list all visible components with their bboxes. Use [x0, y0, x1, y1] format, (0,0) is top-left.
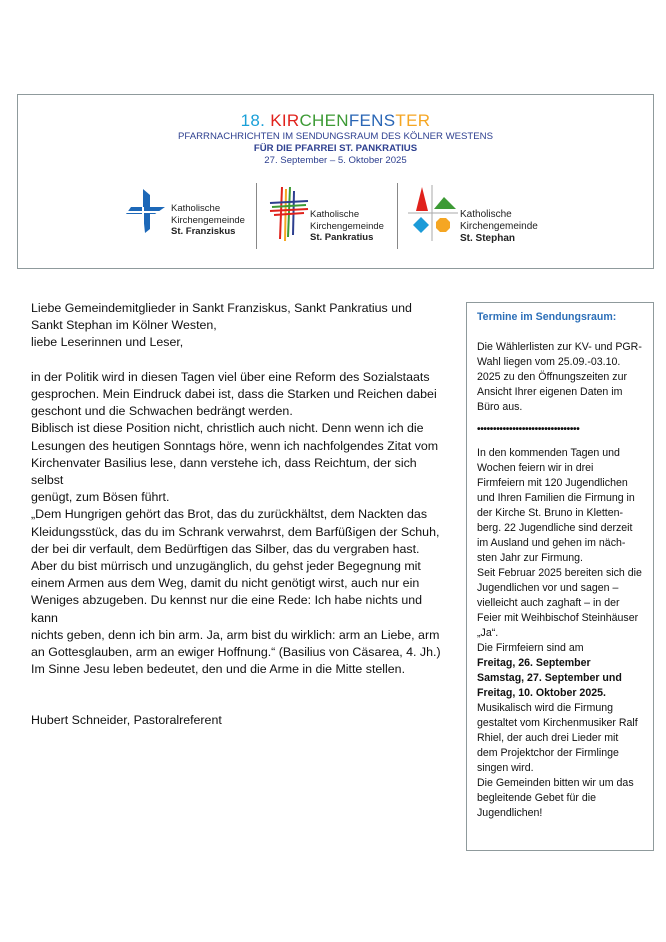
letter-line: in der Politik wird in diesen Tagen viel über eine Reform des Sozialstaats: [31, 369, 430, 384]
title-part: 18.: [240, 111, 271, 130]
signature: Hubert Schneider, Pastoralreferent: [31, 713, 222, 728]
logo-divider: [397, 183, 398, 249]
event-date: Freitag, 26. September: [477, 657, 591, 669]
sidebar-line: Seit Februar 2025 bereiten sich die: [477, 567, 642, 579]
sidebar-line: Büro aus.: [477, 401, 523, 413]
sidebar-line: im Ausland und gehen im näch-: [477, 537, 626, 549]
sidebar-line: Feier mit Weihbischof Steinhäuser: [477, 612, 639, 624]
logo-divider: [256, 183, 257, 249]
event-date: Samstag, 27. September und: [477, 672, 622, 684]
dotted-separator: ••••••••••••••••••••••••••••••••: [477, 424, 580, 435]
blue-cross-icon: [123, 187, 173, 237]
sidebar-line: Musikalisch wird die Firmung: [477, 702, 613, 714]
logo-line: Katholische: [310, 209, 360, 220]
title-part: TER: [395, 111, 431, 130]
letter-line: genügt, zum Bösen führt.: [31, 490, 170, 505]
sidebar-line: 2025 zu den Öffnungszeiten zur: [477, 371, 627, 383]
letter-line: Lesungen des heutigen Sonntags höre, wenn ich nachfolgendes Zitat vom: [31, 438, 439, 453]
shapes-cross-icon: [408, 185, 460, 241]
sidebar-line: Firmfeiern mit 120 Jugendlichen: [477, 477, 628, 489]
newsletter-title: [18, 111, 653, 131]
sidebar-line: Die Wählerlisten zur KV- und PGR-: [477, 341, 642, 353]
sidebar-line: der Kirche St. Bruno in Kletten-: [477, 507, 624, 519]
title-part: FENS: [348, 111, 396, 130]
logo-st-stephan: [408, 185, 558, 247]
newsletter-subtitle: PFARRNACHRICHTEN IM SENDUNGSRAUM DES KÖLNER WESTENS: [177, 131, 494, 142]
sidebar-line: berg. 22 Jugendliche sind derzeit: [477, 522, 633, 534]
sidebar-line: singen wird.: [477, 762, 534, 774]
letter-line: Kirchenvater Basilius lese, dann verstehe ich, dass Reichtum, der sich selbst: [31, 455, 417, 488]
logo-st-pankratius: [268, 185, 408, 247]
sidebar-line: sten Jahr zur Firmung.: [477, 552, 583, 564]
sidebar-line: gestaltet vom Kirchenmusiker Ralf: [477, 717, 638, 729]
quote-line: „Dem Hungrigen gehört das Brot, das du zurückhältst, dem Nackten das: [31, 507, 428, 522]
sidebar-line: Rhiel, der auch drei Lieder mit: [477, 732, 619, 744]
sidebar-line: dem Projektchor der Firmlinge: [477, 747, 619, 759]
quote-line: an Gottesglauben, arm an ewiger Hoffnung.“ (Basilius von Cäsarea, 4. Jh.): [31, 645, 441, 660]
sidebar-line: vielleicht auch zaghaft – in der: [477, 597, 620, 609]
sidebar-line: Jugendlichen vor und sagen –: [477, 582, 619, 594]
logo-name: St. Franziskus: [171, 226, 236, 237]
greeting: Sankt Stephan im Kölner Westen,: [31, 318, 217, 333]
letter-line: geschont und die Schwachen bedrängt werden.: [31, 404, 293, 419]
sidebar-heading: Termine im Sendungsraum:: [477, 311, 617, 323]
logo-line: Kirchengemeinde: [310, 220, 384, 232]
masthead: [17, 94, 654, 269]
quote-line: der bei dir verfault, dem Bedürftigen das Silber, das du vergraben hast.: [31, 541, 420, 556]
title-part: CHEN: [299, 111, 349, 130]
quote-line: einem Armen aus dem Weg, damit du nicht genötigt wirst, auch nur ein: [31, 576, 420, 591]
logo-name: St. Stephan: [460, 233, 516, 244]
sidebar-line: Wahl liegen vom 25.09.-03.10.: [477, 356, 621, 368]
letter-line: Biblisch ist diese Position nicht, christlich auch nicht. Denn wenn ich die: [31, 421, 424, 436]
quote-line: Kleidungsstück, das du im Schrank verwahrst, dem Barfüßigen der Schuh,: [31, 524, 440, 539]
logo-line: Katholische: [460, 209, 512, 220]
date-range: 27. September – 5. Oktober 2025: [264, 155, 407, 166]
logo-st-franziskus: [121, 185, 256, 247]
quote-line: Weniges abzugeben. Du kennst nur die eine Rede: Ich habe nichts und kann: [31, 593, 423, 625]
event-date: Freitag, 10. Oktober 2025.: [477, 687, 606, 699]
letter-line: gesprochen. Mein Eindruck dabei ist, dass die Starken und Reichen dabei: [31, 387, 437, 401]
letter-line: Im Sinne Jesu leben bedeutet, den und die Arme in die Mitte stellen.: [31, 662, 406, 677]
sidebar-line: Jugendlichen!: [477, 807, 543, 819]
pastoral-letter: [31, 300, 451, 730]
logo-line: Kirchengemeinde: [460, 221, 538, 232]
events-sidebar: [466, 302, 654, 851]
sidebar-line: In den kommenden Tagen und: [477, 447, 620, 459]
sidebar-line: „Ja“.: [477, 627, 499, 639]
title-part: KIR: [270, 111, 300, 130]
logo-line: Katholische: [171, 203, 221, 214]
greeting: Liebe Gemeindemitglieder in Sankt Franziskus, Sankt Pankratius und: [31, 301, 412, 315]
quote-line: nichts geben, denn ich bin arm. Ja, arm bist du wirklich: arm an Liebe, arm: [31, 627, 440, 642]
sidebar-line: begleitende Gebet für die: [477, 792, 596, 804]
quote-line: Aber du bist mürrisch und unzugänglich, du gehst jeder Begegnung mit: [31, 559, 421, 574]
sidebar-line: Die Firmfeiern sind am: [477, 642, 584, 654]
colored-grid-cross-icon: [268, 185, 310, 241]
logo-name: St. Pankratius: [310, 232, 374, 243]
sidebar-line: Wochen feiern wir in drei: [477, 462, 594, 474]
sidebar-line: und Ihren Familien die Firmung in: [477, 492, 635, 504]
sidebar-line: Ansicht Ihrer eigenen Daten im: [477, 386, 623, 398]
logo-line: Kirchengemeinde: [171, 214, 245, 226]
parish-name: FÜR DIE PFARREI ST. PANKRATIUS: [253, 143, 418, 154]
sidebar-line: Die Gemeinden bitten wir um das: [477, 777, 634, 789]
greeting: liebe Leserinnen und Leser,: [31, 335, 184, 350]
